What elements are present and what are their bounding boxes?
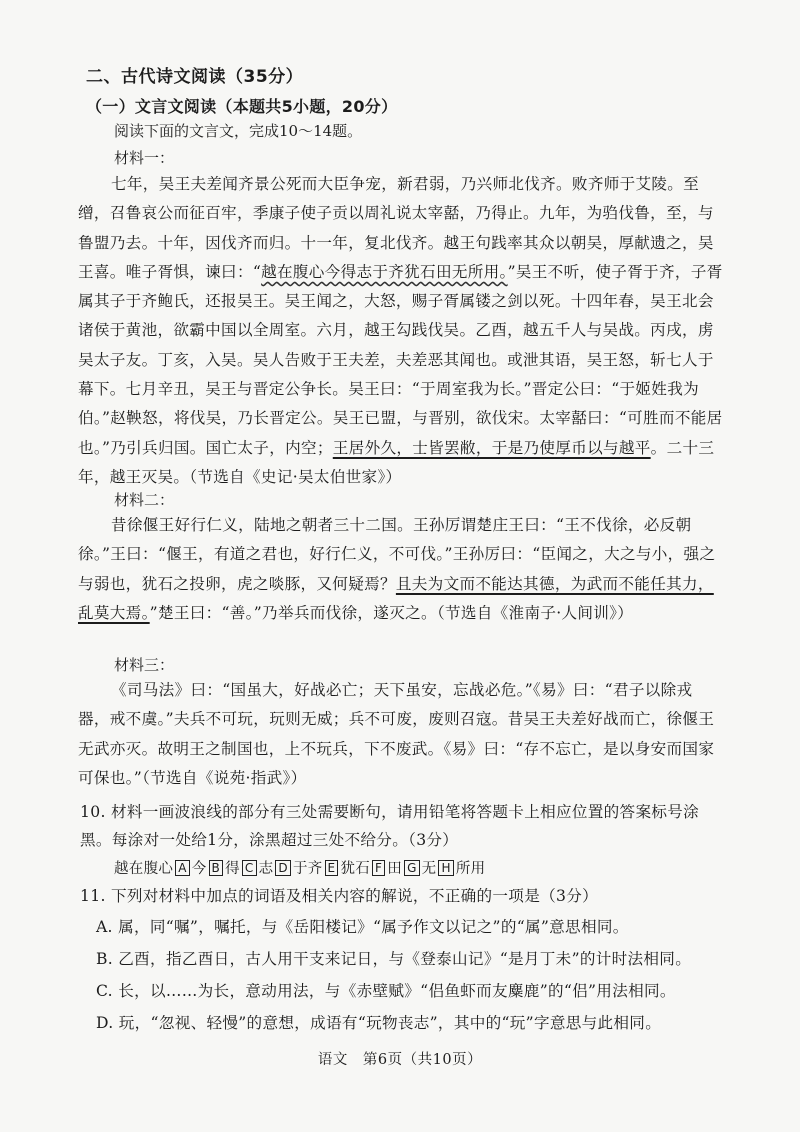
material1-part1: 七年，吴王夫差闻齐景公死而大臣争宠，新君弱，乃兴师北伐齐。败齐师于艾陵。至缯，召鲁哀公而征百牢，季康子使子贡以周礼说太宰嚭，乃得止。九年，为驺伐鲁，至，与鲁盟乃去。十年，因伐齐而归。十一年，复北伐齐。越王句践率其众以朝吴，厚献遗之，吴王喜。唯子胥惧，谏曰：“ [78,175,714,281]
q10-seg-7: 无 [421,861,437,877]
material1-label: 材料一： [114,149,175,167]
material1-straight-underline: 王居外久，士皆罢敝，于是乃使厚币以与越平 [332,438,651,457]
material2-label: 材料二： [114,491,175,509]
section-heading: 二、古代诗文阅读（35分） [86,67,304,87]
instruction-text: 阅读下面的文言文，完成10～14题。 [114,122,363,140]
q10-seg-4: 于齐 [292,861,323,877]
q10-seg-5: 犹石 [340,861,371,877]
q10-seg-3: 志 [258,861,274,877]
q11-option-d: D. 玩，“忽视、轻慢”的意想，成语有“玩物丧志”，其中的“玩”字意思与此相同。 [96,1014,662,1032]
q10-box-d[interactable]: D [275,860,291,876]
q11-option-a: A. 属，同“嘱”，嘱托，与《岳阳楼记》“属予作文以记之”的“属”意思相同。 [96,918,629,936]
q11-option-b: B. 乙酉，指乙酉日，古人用干支来记日，与《登泰山记》“是月丁未”的计时法相同。 [96,950,692,968]
q10-box-b[interactable]: B [209,860,224,876]
q10-seg-8: 所用 [455,861,486,877]
q10-seg-6: 田 [387,861,403,877]
q10-box-g[interactable]: G [404,860,420,876]
q10-seg-1: 今 [191,861,207,877]
q10-box-a[interactable]: A [175,860,190,876]
q10-box-e[interactable]: E [325,860,339,876]
q10-box-f[interactable]: F [372,860,385,876]
material2-text [78,511,723,628]
question-10: 10. 材料一画波浪线的部分有三处需要断句，请用铅笔将答题卡上相应位置的答案标号涂黑。每涂对一处给1分，涂黑超过三处不给分。（3分） [80,803,700,849]
material1-text [78,170,723,492]
q10-seg-2: 得 [225,861,240,877]
subsection-heading: （一）文言文阅读（本题共5小题，20分） [86,97,398,116]
material2-part2: ”楚王曰：“善。”乃举兵而伐徐，遂灭之。（节选自《淮南子·人间训》） [149,603,634,622]
material1-wavy-underline: 越在腹心今得志于齐犹石田无所用。 [261,262,508,281]
page-footer: 语文 第6页（共10页） [317,1052,483,1068]
q10-box-h[interactable]: H [438,860,453,876]
material1-part3: 。二十三年，越王灭吴。（节选自《史记·吴太伯世家》） [78,438,715,486]
q11-option-c: C. 长，以……为长，意动用法，与《赤壁赋》“侣鱼虾而友麋鹿”的“侣”用法相同。 [96,982,676,1000]
material2-straight-underline: 且夫为文而不能达其德，为武而不能任其力，乱莫大焉。 [78,574,714,622]
material2-part1: 昔徐偃王好行仁义，陆地之朝者三十二国。王孙厉谓楚庄王曰：“王不伐徐，必反朝徐。”王曰：“偃王，有道之君也，好行仁义，不可伐。”王孙厉曰：“臣闻之，大之与小，强之与弱也，犹石之投卵，虎之啖豚，又何疑焉？ [78,516,716,593]
material3-label: 材料三： [114,656,175,674]
material3-text: 《司马法》曰：“国虽大，好战必亡；天下虽安，忘战必危。”《易》曰：“君子以除戎器，戒不虞。”夫兵不可玩，玩则无威；兵不可废，废则召寇。昔吴王夫差好战而亡，徐偃王无武亦灭。故明王之制国也，上不玩兵，下不废武。《易》曰：“存不忘亡，是以身安而国家可保也。”（节选自《说苑·指武》） [78,681,715,787]
q10-box-c[interactable]: C [242,860,257,876]
material1-part2: ”吴王不听，使子胥于齐，子胥属其子于齐鲍氏，还报吴王。吴王闻之，大怒，赐子胥属镂之剑以死。十四年春，吴王北会诸侯于黄池，欲霸中国以全周室。六月，越王勾践伐吴。乙酉，越五千人与吴战。丙戌，虏吴太子友。丁亥，入吴。吴人告败于王夫差，夫差恶其闻也。或泄其语，吴王怒，斩七人于幕下。七月辛丑，吴王与晋定公争长。吴王曰：“于周室我为长。”晋定公曰：“于姬姓我为伯。”赵鞅怒，将伐吴，乃长晋定公。吴王已盟，与晋别，欲伐宋。太宰嚭曰：“可胜而不能居也。”乃引兵归国。国亡太子，内空； [78,262,723,457]
question-11: 11. 下列对材料中加点的词语及相关内容的解说，不正确的一项是（3分） [80,887,598,905]
q10-answer-line [114,857,485,878]
q10-seg-0: 越在腹心 [114,861,174,877]
